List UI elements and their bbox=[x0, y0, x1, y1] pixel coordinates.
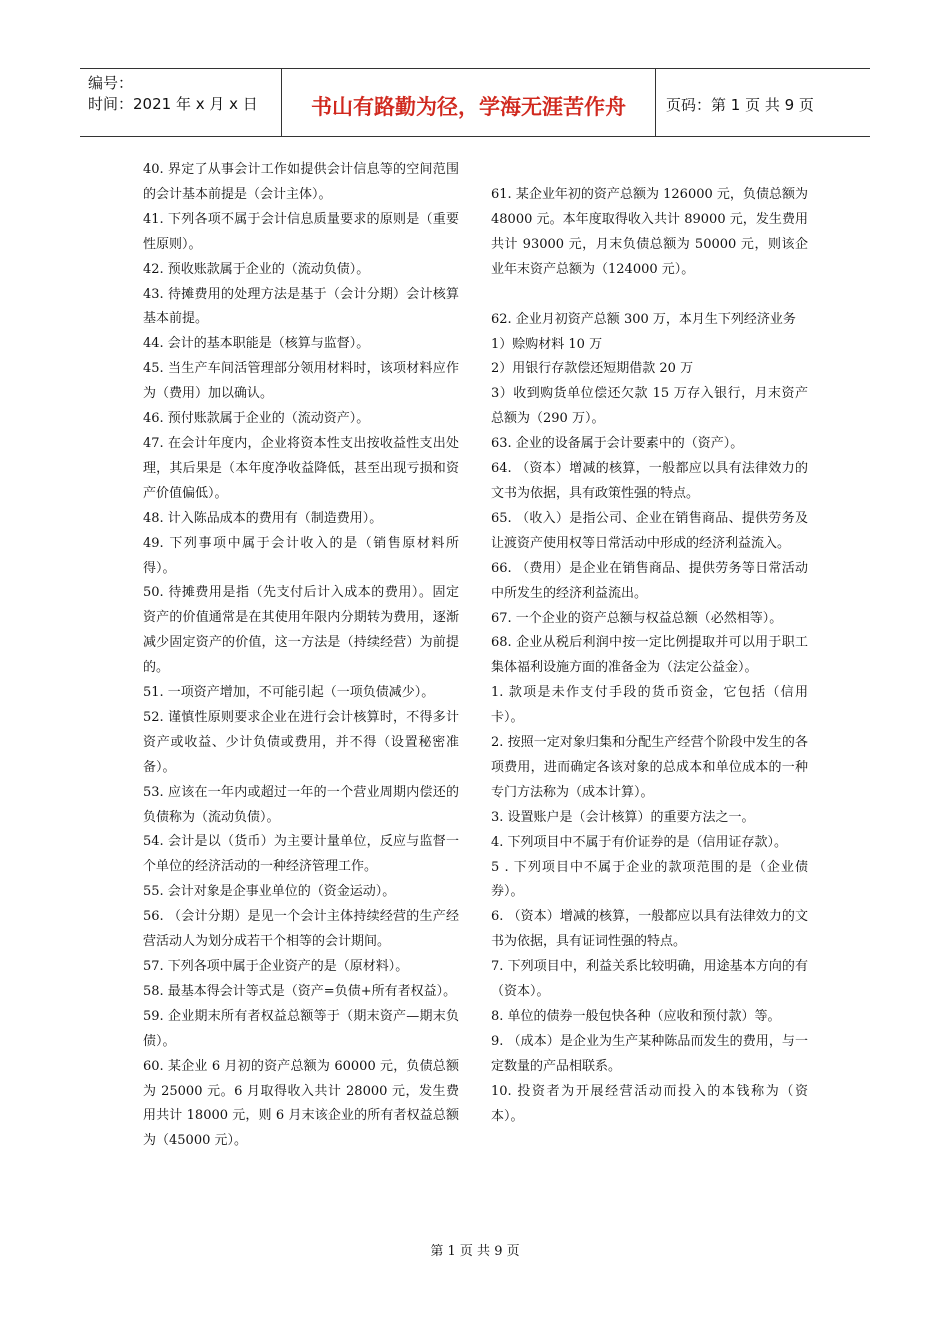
question-item: 3. 设置账户是（会计核算）的重要方法之一。 bbox=[491, 809, 755, 825]
question-item: 57. 下列各项中属于企业资产的是（原材料）。 bbox=[143, 959, 409, 974]
question-item: 9. （成本）是企业为生产某种陈品而发生的费用，与一定数量的产品相联系。 bbox=[491, 1033, 808, 1074]
question-item: 1）赊购材料 10 万 bbox=[491, 336, 603, 352]
page-footer: 第 1 页 共 9 页 bbox=[430, 1244, 520, 1259]
question-item: 7. 下列项目中，利益关系比较明确，用途基本方向的有（资本）。 bbox=[491, 959, 808, 1000]
question-item: 51. 一项资产增加，不可能引起（一项负债减少）。 bbox=[143, 685, 435, 701]
right-column bbox=[491, 183, 808, 1130]
question-item: 65. （收入）是指公司、企业在销售商品、提供劳务及让渡资产使用权等日常活动中形成的经济利益流入。 bbox=[491, 510, 808, 551]
question-item: 64. （资本）增减的核算，一般都应以具有法律效力的文书为依据，具有政策性强的特点。 bbox=[491, 461, 808, 501]
question-item: 58. 最基本得会计等式是（资产=负债+所有者权益）。 bbox=[143, 983, 457, 999]
question-item: 43. 待摊费用的处理方法是基于（会计分期）会计核算基本前提。 bbox=[143, 286, 459, 327]
header-page-label: 页码：第 1 页 共 9 页 bbox=[666, 96, 814, 114]
question-item: 40. 界定了从事会计工作如提供会计信息等的空间范围的会计基本前提是（会计主体）。 bbox=[143, 162, 459, 202]
question-item: 2）用银行存款偿还短期借款 20 万 bbox=[491, 361, 694, 377]
question-item: 8. 单位的债券一般包快各种（应收和预付款）等。 bbox=[491, 1009, 781, 1024]
header-meta bbox=[80, 69, 282, 136]
question-item: 61. 某企业年初的资产总额为 126000 元，负债总额为 48000 元。本年度取得收入共计 89000 元，发生费用共计 93000 元，月末负债总额为 50000 元，则该企业年末资产总额为（124000 元）。 bbox=[491, 187, 808, 277]
question-item: 1. 款项是未作支付手段的货币资金，它包括（信用卡）。 bbox=[491, 685, 808, 726]
question-item: 45. 当生产车间活管理部分领用材料时，该项材料应作为（费用）加以确认。 bbox=[143, 361, 459, 402]
question-item: 3）收到购货单位偿还欠款 15 万存入银行，月末资产总额为（290 万）。 bbox=[491, 386, 808, 427]
question-item: 5 . 下列项目中不属于企业的款项范围的是（企业债券）。 bbox=[491, 859, 808, 900]
question-item: 56. （会计分期）是见一个会计主体持续经营的生产经营活动人为划分成若干个相等的会计期间。 bbox=[143, 909, 459, 950]
question-item: 67. 一个企业的资产总额与权益总额（必然相等）。 bbox=[491, 610, 783, 626]
number-label: 编号： bbox=[88, 74, 134, 92]
page-header bbox=[80, 68, 870, 137]
question-item: 42. 预收账款属于企业的（流动负债）。 bbox=[143, 261, 370, 277]
question-item: 2. 按照一定对象归集和分配生产经营个阶段中发生的各项费用，进而确定各该对象的总成本和单位成本的一种专门方法称为（成本计算）。 bbox=[491, 735, 808, 800]
question-item: 52. 谨慎性原则要求企业在进行会计核算时，不得多计资产或收益、少计负债或费用，并不得（设置秘密准备）。 bbox=[143, 709, 459, 775]
header-motto: 书山有路勤为径，学海无涯苦作舟 bbox=[282, 69, 656, 136]
question-item: 46. 预付账款属于企业的（流动资产）。 bbox=[143, 411, 370, 427]
question-item: 6. （资本）增减的核算，一般都应以具有法律效力的文书为依据，具有证词性强的特点。 bbox=[491, 909, 808, 950]
question-item: 44. 会计的基本职能是（核算与监督）。 bbox=[143, 336, 370, 352]
question-item: 53. 应该在一年内或超过一年的一个营业周期内偿还的负债称为（流动负债）。 bbox=[143, 784, 459, 825]
question-item: 68. 企业从税后利润中按一定比例提取并可以用于职工集体福利设施方面的准备金为（法定公益金）。 bbox=[491, 635, 808, 676]
question-item: 10. 投资者为开展经营活动而投入的本钱称为（资本）。 bbox=[491, 1083, 808, 1124]
question-item bbox=[491, 283, 808, 308]
question-item: 48. 计入陈品成本的费用有（制造费用）。 bbox=[143, 510, 383, 526]
question-item: 47. 在会计年度内，企业将资本性支出按收益性支出处理，其后果是（本年度净收益降低，甚至出现亏损和资产价值偏低）。 bbox=[143, 435, 459, 501]
question-item: 54. 会计是以（货币）为主要计量单位，反应与监督一个单位的经济活动的一种经济管理工作。 bbox=[143, 834, 459, 875]
time-label: 时间：2021 年 x 月 x 日 bbox=[88, 95, 258, 113]
question-item: 59. 企业期末所有者权益总额等于（期末资产—期末负债）。 bbox=[143, 1008, 459, 1049]
question-item: 55. 会计对象是企事业单位的（资金运动）。 bbox=[143, 884, 396, 900]
question-item: 63. 企业的设备属于会计要素中的（资产）。 bbox=[491, 436, 744, 452]
question-item: 66. （费用）是企业在销售商品、提供劳务等日常活动中所发生的经济利益流出。 bbox=[491, 560, 808, 601]
question-item: 50. 待摊费用是指（先支付后计入成本的费用）。固定资产的价值通常是在其使用年限内分期转为费用，逐渐减少固定资产的价值，这一方法是（持续经营）为前提的。 bbox=[143, 585, 459, 676]
question-item: 62. 企业月初资产总额 300 万，本月生下列经济业务 bbox=[491, 311, 796, 327]
question-item: 41. 下列各项不属于会计信息质量要求的原则是（重要性原则）。 bbox=[143, 211, 459, 252]
question-item: 49. 下列事项中属于会计收入的是（销售原材料所得）。 bbox=[143, 535, 459, 576]
question-item: 4. 下列项目中不属于有价证券的是（信用证存款）。 bbox=[491, 834, 788, 850]
left-column bbox=[143, 158, 459, 1154]
question-item: 60. 某企业 6 月初的资产总额为 60000 元，负债总额为 25000 元。6 月取得收入共计 28000 元，发生费用共计 18000 元，则 6 月末该企业的所有者权益总额为（45000 元）。 bbox=[143, 1058, 459, 1149]
